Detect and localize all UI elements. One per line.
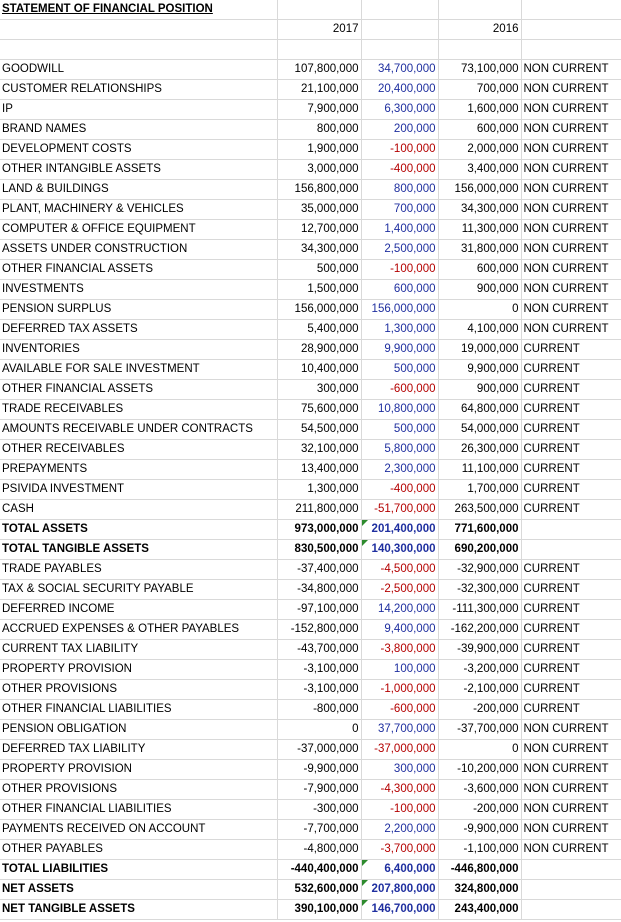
value-2016-cell[interactable]: 700,000 — [438, 80, 521, 100]
value-2016-cell[interactable]: 900,000 — [438, 280, 521, 300]
table-row — [0, 540, 621, 560]
empty-cell[interactable] — [361, 20, 438, 40]
classification-cell[interactable]: NON CURRENT — [521, 160, 621, 180]
row-label-cell[interactable]: GOODWILL — [0, 60, 277, 80]
row-label-cell[interactable]: OTHER PROVISIONS — [0, 680, 277, 700]
value-2016-cell[interactable]: -200,000 — [438, 700, 521, 720]
change-cell[interactable]: 9,900,000 — [361, 340, 438, 360]
classification-cell[interactable]: CURRENT — [521, 400, 621, 420]
table-row — [0, 320, 621, 340]
classification-cell[interactable]: CURRENT — [521, 700, 621, 720]
value-2016-cell[interactable]: 64,800,000 — [438, 400, 521, 420]
row-label-cell[interactable]: OTHER FINANCIAL ASSETS — [0, 380, 277, 400]
table-row — [0, 580, 621, 600]
change-cell[interactable]: -3,800,000 — [361, 640, 438, 660]
classification-cell[interactable]: CURRENT — [521, 500, 621, 520]
classification-cell[interactable]: CURRENT — [521, 360, 621, 380]
empty-cell[interactable] — [277, 40, 361, 60]
row-label-cell[interactable]: TOTAL TANGIBLE ASSETS — [0, 540, 277, 560]
value-2016-cell[interactable]: 34,300,000 — [438, 200, 521, 220]
value-2016-cell[interactable]: -39,900,000 — [438, 640, 521, 660]
row-label-cell[interactable]: DEVELOPMENT COSTS — [0, 140, 277, 160]
classification-cell[interactable]: NON CURRENT — [521, 60, 621, 80]
value-2016-cell[interactable]: 4,100,000 — [438, 320, 521, 340]
value-2017-cell[interactable]: 211,800,000 — [277, 500, 361, 520]
empty-cell[interactable] — [277, 0, 361, 20]
classification-cell[interactable]: CURRENT — [521, 680, 621, 700]
change-cell[interactable]: 600,000 — [361, 280, 438, 300]
table-row — [0, 800, 621, 820]
row-label-cell[interactable]: PLANT, MACHINERY & VEHICLES — [0, 200, 277, 220]
value-2016-cell[interactable]: 3,400,000 — [438, 160, 521, 180]
change-cell[interactable]: 2,200,000 — [361, 820, 438, 840]
error-indicator-icon — [362, 880, 368, 886]
value-2017-cell[interactable]: 300,000 — [277, 380, 361, 400]
value-2016-cell[interactable]: -162,200,000 — [438, 620, 521, 640]
table-row — [0, 880, 621, 900]
blank-row — [0, 40, 621, 60]
value-2016-cell[interactable]: 263,500,000 — [438, 500, 521, 520]
classification-cell[interactable]: CURRENT — [521, 600, 621, 620]
classification-cell[interactable]: NON CURRENT — [521, 80, 621, 100]
change-cell[interactable]: 14,200,000 — [361, 600, 438, 620]
row-label-cell[interactable]: TOTAL LIABILITIES — [0, 860, 277, 880]
change-cell[interactable]: 207,800,000 — [361, 880, 438, 900]
classification-cell[interactable] — [521, 540, 621, 560]
value-2017-cell[interactable]: 35,000,000 — [277, 200, 361, 220]
row-label-cell[interactable]: DEFERRED TAX LIABILITY — [0, 740, 277, 760]
empty-cell[interactable] — [361, 40, 438, 60]
value-2017-cell[interactable]: -440,400,000 — [277, 860, 361, 880]
value-2016-cell[interactable]: 19,000,000 — [438, 340, 521, 360]
row-label-cell[interactable]: TRADE RECEIVABLES — [0, 400, 277, 420]
table-row — [0, 440, 621, 460]
empty-cell[interactable] — [438, 40, 521, 60]
classification-cell[interactable]: NON CURRENT — [521, 100, 621, 120]
classification-cell[interactable]: NON CURRENT — [521, 720, 621, 740]
row-label-cell[interactable]: CASH — [0, 500, 277, 520]
value-2016-cell[interactable]: -32,300,000 — [438, 580, 521, 600]
table-row — [0, 720, 621, 740]
value-2016-cell[interactable]: 26,300,000 — [438, 440, 521, 460]
value-2017-cell[interactable]: 7,900,000 — [277, 100, 361, 120]
table-row — [0, 740, 621, 760]
row-label-cell[interactable]: ASSETS UNDER CONSTRUCTION — [0, 240, 277, 260]
change-cell[interactable]: -600,000 — [361, 700, 438, 720]
row-label-cell[interactable]: CUSTOMER RELATIONSHIPS — [0, 80, 277, 100]
row-label-cell[interactable]: NET ASSETS — [0, 880, 277, 900]
value-2017-cell[interactable]: -3,100,000 — [277, 680, 361, 700]
table-row — [0, 400, 621, 420]
table-row — [0, 220, 621, 240]
table-row — [0, 660, 621, 680]
value-2016-cell[interactable]: -32,900,000 — [438, 560, 521, 580]
change-cell[interactable]: 156,000,000 — [361, 300, 438, 320]
value-2017-cell[interactable]: -37,000,000 — [277, 740, 361, 760]
change-cell[interactable]: 201,400,000 — [361, 520, 438, 540]
value-2016-cell[interactable]: 1,700,000 — [438, 480, 521, 500]
change-cell[interactable]: -100,000 — [361, 140, 438, 160]
value-2017-cell[interactable]: 800,000 — [277, 120, 361, 140]
value-2016-cell[interactable]: 900,000 — [438, 380, 521, 400]
change-cell[interactable]: 9,400,000 — [361, 620, 438, 640]
value-2016-cell[interactable]: 0 — [438, 300, 521, 320]
classification-cell[interactable]: CURRENT — [521, 380, 621, 400]
row-label-cell[interactable]: PENSION OBLIGATION — [0, 720, 277, 740]
empty-cell[interactable] — [521, 20, 621, 40]
value-2016-cell[interactable]: 73,100,000 — [438, 60, 521, 80]
empty-cell[interactable] — [521, 0, 621, 20]
value-2017-cell[interactable]: -7,900,000 — [277, 780, 361, 800]
table-row — [0, 120, 621, 140]
change-cell[interactable]: 800,000 — [361, 180, 438, 200]
year-header-row — [0, 20, 621, 40]
value-2017-cell[interactable]: 0 — [277, 720, 361, 740]
value-2017-cell[interactable]: 390,100,000 — [277, 900, 361, 920]
row-label-cell[interactable]: TOTAL ASSETS — [0, 520, 277, 540]
row-label-cell[interactable]: OTHER INTANGIBLE ASSETS — [0, 160, 277, 180]
table-row — [0, 480, 621, 500]
table-row — [0, 680, 621, 700]
table-row — [0, 900, 621, 920]
error-indicator-icon — [362, 860, 368, 866]
classification-cell[interactable]: NON CURRENT — [521, 740, 621, 760]
classification-cell[interactable] — [521, 520, 621, 540]
value-2017-cell[interactable]: -43,700,000 — [277, 640, 361, 660]
change-cell[interactable]: -4,500,000 — [361, 560, 438, 580]
change-cell[interactable]: -100,000 — [361, 800, 438, 820]
table-row — [0, 380, 621, 400]
value-2017-cell[interactable]: 21,100,000 — [277, 80, 361, 100]
change-cell[interactable]: 300,000 — [361, 760, 438, 780]
classification-cell[interactable]: NON CURRENT — [521, 140, 621, 160]
change-cell[interactable]: 700,000 — [361, 200, 438, 220]
value-2017-cell[interactable]: -97,100,000 — [277, 600, 361, 620]
value-2016-cell[interactable]: 600,000 — [438, 120, 521, 140]
change-cell[interactable]: 146,700,000 — [361, 900, 438, 920]
row-label-cell[interactable]: PROPERTY PROVISION — [0, 660, 277, 680]
change-cell[interactable]: -1,000,000 — [361, 680, 438, 700]
table-row — [0, 200, 621, 220]
value-2016-cell[interactable]: -446,800,000 — [438, 860, 521, 880]
table-row — [0, 80, 621, 100]
table-row — [0, 260, 621, 280]
value-2017-cell[interactable]: 10,400,000 — [277, 360, 361, 380]
classification-cell[interactable]: CURRENT — [521, 560, 621, 580]
value-2016-cell[interactable]: 690,200,000 — [438, 540, 521, 560]
change-cell[interactable]: 1,400,000 — [361, 220, 438, 240]
change-cell[interactable]: -400,000 — [361, 480, 438, 500]
classification-cell[interactable] — [521, 880, 621, 900]
value-2017-cell[interactable]: 532,600,000 — [277, 880, 361, 900]
classification-cell[interactable]: NON CURRENT — [521, 280, 621, 300]
change-cell[interactable]: 6,300,000 — [361, 100, 438, 120]
change-cell[interactable]: -3,700,000 — [361, 840, 438, 860]
row-label-cell[interactable]: OTHER FINANCIAL LIABILITIES — [0, 700, 277, 720]
error-indicator-icon — [362, 540, 368, 546]
value-2017-cell[interactable]: -37,400,000 — [277, 560, 361, 580]
table-row — [0, 420, 621, 440]
value-2017-cell[interactable]: 1,900,000 — [277, 140, 361, 160]
classification-cell[interactable]: NON CURRENT — [521, 120, 621, 140]
row-label-cell[interactable]: PAYMENTS RECEIVED ON ACCOUNT — [0, 820, 277, 840]
classification-cell[interactable]: NON CURRENT — [521, 840, 621, 860]
table-row — [0, 160, 621, 180]
value-2017-cell[interactable]: -300,000 — [277, 800, 361, 820]
value-2016-cell[interactable]: 324,800,000 — [438, 880, 521, 900]
change-cell[interactable]: -51,700,000 — [361, 500, 438, 520]
table-row — [0, 620, 621, 640]
change-cell[interactable]: 2,300,000 — [361, 460, 438, 480]
change-cell[interactable]: 1,300,000 — [361, 320, 438, 340]
change-cell[interactable]: 100,000 — [361, 660, 438, 680]
row-label-cell[interactable]: TAX & SOCIAL SECURITY PAYABLE — [0, 580, 277, 600]
title-row — [0, 0, 621, 20]
classification-cell[interactable]: NON CURRENT — [521, 800, 621, 820]
value-2016-cell[interactable]: -3,600,000 — [438, 780, 521, 800]
value-2016-cell[interactable]: 243,400,000 — [438, 900, 521, 920]
classification-cell[interactable]: CURRENT — [521, 460, 621, 480]
classification-cell[interactable]: CURRENT — [521, 480, 621, 500]
value-2016-cell[interactable]: 156,000,000 — [438, 180, 521, 200]
table-row — [0, 840, 621, 860]
row-label-cell[interactable]: OTHER PROVISIONS — [0, 780, 277, 800]
value-2016-cell[interactable]: -9,900,000 — [438, 820, 521, 840]
value-2017-cell[interactable]: 13,400,000 — [277, 460, 361, 480]
change-cell[interactable]: -600,000 — [361, 380, 438, 400]
row-label-cell[interactable]: TRADE PAYABLES — [0, 560, 277, 580]
value-2016-cell[interactable]: -37,700,000 — [438, 720, 521, 740]
table-row — [0, 600, 621, 620]
table-row — [0, 180, 621, 200]
value-2017-cell[interactable]: 34,300,000 — [277, 240, 361, 260]
value-2016-cell[interactable]: 11,300,000 — [438, 220, 521, 240]
table-row — [0, 60, 621, 80]
change-cell[interactable]: 500,000 — [361, 360, 438, 380]
empty-cell[interactable] — [361, 0, 438, 20]
table-row — [0, 640, 621, 660]
table-row — [0, 300, 621, 320]
error-indicator-icon — [362, 520, 368, 526]
table-row — [0, 500, 621, 520]
value-2016-cell[interactable]: 54,000,000 — [438, 420, 521, 440]
row-label-cell[interactable]: DEFERRED INCOME — [0, 600, 277, 620]
value-2016-cell[interactable]: 9,900,000 — [438, 360, 521, 380]
table-row — [0, 860, 621, 880]
classification-cell[interactable]: NON CURRENT — [521, 180, 621, 200]
row-label-cell[interactable]: PROPERTY PROVISION — [0, 760, 277, 780]
value-2016-cell[interactable]: 771,600,000 — [438, 520, 521, 540]
change-cell[interactable]: -100,000 — [361, 260, 438, 280]
classification-cell[interactable]: NON CURRENT — [521, 760, 621, 780]
table-row — [0, 280, 621, 300]
empty-cell[interactable] — [521, 40, 621, 60]
value-2016-cell[interactable]: -1,100,000 — [438, 840, 521, 860]
table-row — [0, 700, 621, 720]
value-2017-cell[interactable]: -3,100,000 — [277, 660, 361, 680]
value-2017-cell[interactable]: 830,500,000 — [277, 540, 361, 560]
change-cell[interactable]: 34,700,000 — [361, 60, 438, 80]
change-cell[interactable]: -37,000,000 — [361, 740, 438, 760]
classification-cell[interactable]: CURRENT — [521, 640, 621, 660]
value-2017-cell[interactable]: 75,600,000 — [277, 400, 361, 420]
change-cell[interactable]: 5,800,000 — [361, 440, 438, 460]
value-2016-cell[interactable]: 31,800,000 — [438, 240, 521, 260]
row-label-cell[interactable]: PREPAYMENTS — [0, 460, 277, 480]
row-label-cell[interactable]: PENSION SURPLUS — [0, 300, 277, 320]
table-row — [0, 760, 621, 780]
row-label-cell[interactable]: OTHER FINANCIAL ASSETS — [0, 260, 277, 280]
change-cell[interactable]: 6,400,000 — [361, 860, 438, 880]
value-2016-cell[interactable]: -2,100,000 — [438, 680, 521, 700]
classification-cell[interactable]: NON CURRENT — [521, 300, 621, 320]
classification-cell[interactable]: CURRENT — [521, 660, 621, 680]
value-2017-cell[interactable]: 12,700,000 — [277, 220, 361, 240]
classification-cell[interactable]: NON CURRENT — [521, 240, 621, 260]
table-row — [0, 140, 621, 160]
value-2016-cell[interactable]: 2,000,000 — [438, 140, 521, 160]
table-row — [0, 100, 621, 120]
classification-cell[interactable]: NON CURRENT — [521, 200, 621, 220]
row-label-cell[interactable]: AVAILABLE FOR SALE INVESTMENT — [0, 360, 277, 380]
error-indicator-icon — [362, 900, 368, 906]
value-2017-cell[interactable]: -9,900,000 — [277, 760, 361, 780]
empty-cell[interactable] — [0, 40, 277, 60]
table-row — [0, 560, 621, 580]
classification-cell[interactable]: CURRENT — [521, 440, 621, 460]
classification-cell[interactable]: NON CURRENT — [521, 220, 621, 240]
year-2016-header[interactable]: 2016 — [438, 20, 521, 40]
value-2017-cell[interactable]: -152,800,000 — [277, 620, 361, 640]
change-cell[interactable]: 2,500,000 — [361, 240, 438, 260]
value-2017-cell[interactable]: 973,000,000 — [277, 520, 361, 540]
row-label-cell[interactable]: OTHER RECEIVABLES — [0, 440, 277, 460]
value-2017-cell[interactable]: 500,000 — [277, 260, 361, 280]
value-2017-cell[interactable]: 1,500,000 — [277, 280, 361, 300]
value-2017-cell[interactable]: -800,000 — [277, 700, 361, 720]
change-cell[interactable]: 37,700,000 — [361, 720, 438, 740]
table-row — [0, 460, 621, 480]
classification-cell[interactable]: CURRENT — [521, 340, 621, 360]
value-2017-cell[interactable]: 5,400,000 — [277, 320, 361, 340]
row-label-cell[interactable]: BRAND NAMES — [0, 120, 277, 140]
value-2016-cell[interactable]: 11,100,000 — [438, 460, 521, 480]
classification-cell[interactable]: NON CURRENT — [521, 780, 621, 800]
value-2017-cell[interactable]: -7,700,000 — [277, 820, 361, 840]
table-row — [0, 520, 621, 540]
classification-cell[interactable]: CURRENT — [521, 580, 621, 600]
value-2017-cell[interactable]: 3,000,000 — [277, 160, 361, 180]
value-2017-cell[interactable]: 28,900,000 — [277, 340, 361, 360]
row-label-cell[interactable]: CURRENT TAX LIABILITY — [0, 640, 277, 660]
year-2017-header[interactable]: 2017 — [277, 20, 361, 40]
classification-cell[interactable] — [521, 860, 621, 880]
table-row — [0, 340, 621, 360]
change-cell[interactable]: 140,300,000 — [361, 540, 438, 560]
row-label-cell[interactable]: INVESTMENTS — [0, 280, 277, 300]
value-2016-cell[interactable]: -111,300,000 — [438, 600, 521, 620]
row-label-cell[interactable]: LAND & BUILDINGS — [0, 180, 277, 200]
value-2017-cell[interactable]: 156,800,000 — [277, 180, 361, 200]
value-2017-cell[interactable]: 107,800,000 — [277, 60, 361, 80]
row-label-cell[interactable]: ACCRUED EXPENSES & OTHER PAYABLES — [0, 620, 277, 640]
row-label-cell[interactable]: NET TANGIBLE ASSETS — [0, 900, 277, 920]
row-label-cell[interactable]: INVENTORIES — [0, 340, 277, 360]
value-2016-cell[interactable]: -10,200,000 — [438, 760, 521, 780]
value-2016-cell[interactable]: 0 — [438, 740, 521, 760]
row-label-cell[interactable]: IP — [0, 100, 277, 120]
empty-cell[interactable] — [438, 0, 521, 20]
classification-cell[interactable]: NON CURRENT — [521, 820, 621, 840]
row-label-cell[interactable]: COMPUTER & OFFICE EQUIPMENT — [0, 220, 277, 240]
table-row — [0, 360, 621, 380]
value-2016-cell[interactable]: -200,000 — [438, 800, 521, 820]
value-2016-cell[interactable]: -3,200,000 — [438, 660, 521, 680]
value-2017-cell[interactable]: 1,300,000 — [277, 480, 361, 500]
value-2017-cell[interactable]: 32,100,000 — [277, 440, 361, 460]
value-2016-cell[interactable]: 1,600,000 — [438, 100, 521, 120]
value-2017-cell[interactable]: -4,800,000 — [277, 840, 361, 860]
row-label-cell[interactable]: DEFERRED TAX ASSETS — [0, 320, 277, 340]
change-cell[interactable]: 500,000 — [361, 420, 438, 440]
value-2017-cell[interactable]: 156,000,000 — [277, 300, 361, 320]
empty-cell[interactable] — [0, 20, 277, 40]
table-row — [0, 780, 621, 800]
classification-cell[interactable]: NON CURRENT — [521, 320, 621, 340]
row-label-cell[interactable]: OTHER PAYABLES — [0, 840, 277, 860]
classification-cell[interactable]: CURRENT — [521, 620, 621, 640]
value-2016-cell[interactable]: 600,000 — [438, 260, 521, 280]
change-cell[interactable]: -4,300,000 — [361, 780, 438, 800]
change-cell[interactable]: -400,000 — [361, 160, 438, 180]
row-label-cell[interactable]: PSIVIDA INVESTMENT — [0, 480, 277, 500]
change-cell[interactable]: 200,000 — [361, 120, 438, 140]
value-2017-cell[interactable]: -34,800,000 — [277, 580, 361, 600]
row-label-cell[interactable]: OTHER FINANCIAL LIABILITIES — [0, 800, 277, 820]
classification-cell[interactable]: NON CURRENT — [521, 260, 621, 280]
change-cell[interactable]: 20,400,000 — [361, 80, 438, 100]
classification-cell[interactable]: CURRENT — [521, 420, 621, 440]
change-cell[interactable]: -2,500,000 — [361, 580, 438, 600]
table-row — [0, 820, 621, 840]
table-row — [0, 240, 621, 260]
row-label-cell[interactable]: AMOUNTS RECEIVABLE UNDER CONTRACTS — [0, 420, 277, 440]
sheet-title[interactable]: STATEMENT OF FINANCIAL POSITION — [0, 0, 277, 20]
classification-cell[interactable] — [521, 900, 621, 920]
change-cell[interactable]: 10,800,000 — [361, 400, 438, 420]
value-2017-cell[interactable]: 54,500,000 — [277, 420, 361, 440]
